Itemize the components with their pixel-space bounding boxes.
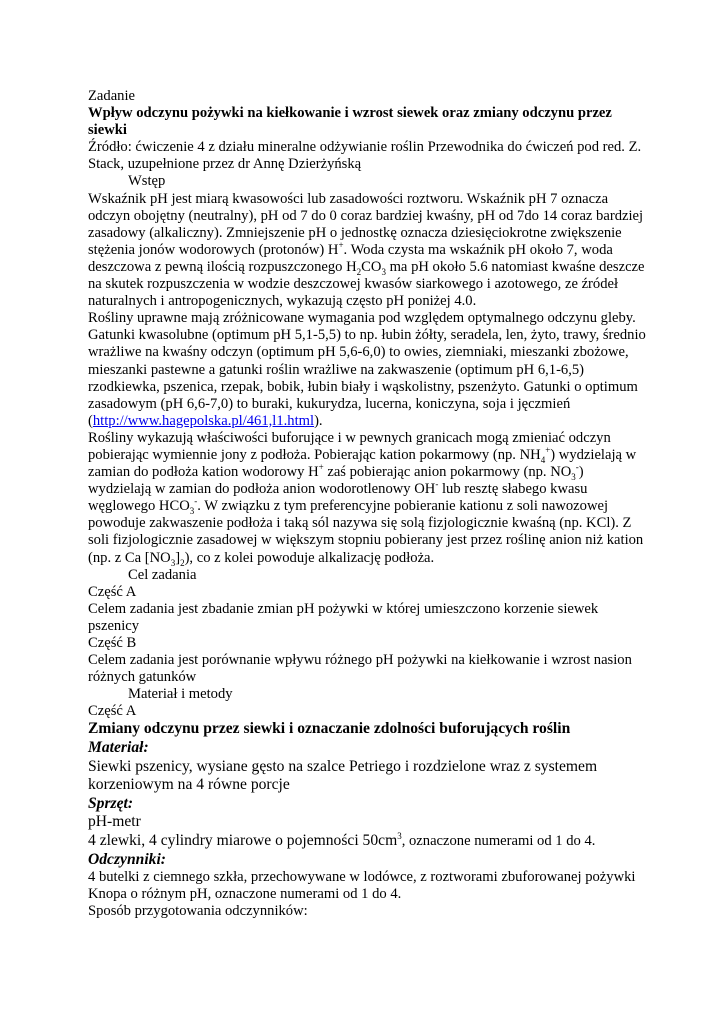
intro-heading: Wstęp	[128, 173, 166, 190]
intro-paragraph-buffering: Rośliny wykazują właściwości buforujące i w pewnych granicach mogą zmieniać odczyn pobierając wymiennie jony z podłoża. Pobierając kation pokarmowy (np. $NH_4^+$) wydzielają w zamian do podłoża kation wodorowy H+ zaś pobierając anion pokarmowy (np. $NO_3^-$) wydzielają w zamian do podłoża anion wodorotlenowy OH- lub resztę słabego kwasu węglowego $HCO_3^-$. W związku z tym preferencyjne pobieranie kationu z soli nawozowej powoduje zakwaszenie podłoża i taką sól nazywa się solą fizjologicznie kwaśną (np. KCl). Z soli fizjologicznie zasadowej w większym stopniu pobierany jest przez roślinę anion niż kation (np. z Ca $[NO_3]_2$), co z kolei powoduje alkalizację podłoża.	[88, 429, 644, 568]
reference-link[interactable]: http://www.hagepolska.pl/461,l1.html	[92, 412, 315, 429]
methods-heading: Materiał i metody	[128, 686, 233, 703]
material-text: Siewki pszenicy, wysiane gęsto na szalce Petriego i rozdzielone wraz z systemem korzeniowym na 4 równe porcje	[88, 757, 598, 794]
intro-paragraph-ph: Wskaźnik pH jest miarą kwasowości lub zasadowości roztworu. Wskaźnik pH 7 oznacza odczyn obojętny (neutralny), pH od 7 do 0 coraz bardziej kwaśny, pH od 7do 14 coraz bardziej zasadowy (alkaliczny). Zmniejszenie pH o jednostkę oznacza dziesięciokrotne zwiększenie stężenia jonów wodorowych (protonów) H+. Woda czysta ma wskaźnik pH około 7, woda deszczowa z pewną ilością rozpuszczonego $H_2CO_3$ ma pH około 5.6 natomiast kwaśne deszcze na skutek rozpuszczenia w wodzie deszczowej kwasów siarkowego i azotowego, ze źródeł naturalnych i antropogenicznych, wykazują często pH poniżej 4.0.	[88, 190, 645, 310]
goal-heading: Cel zadania	[128, 566, 197, 583]
material-label: Materiał:	[88, 739, 149, 757]
document-body	[88, 88, 648, 921]
goal-part-a-label: Część A	[88, 583, 137, 600]
equipment-label: Sprzęt:	[88, 794, 134, 812]
methods-part-a-label: Część A	[88, 703, 137, 720]
reagents-label: Odczynniki:	[88, 850, 166, 868]
equipment-line-2: 4 zlewki, 4 cylindry miarowe o pojemności $50cm^3$, oznaczone numerami od 1 do 4.	[88, 831, 596, 850]
intro-paragraph-crops: Rośliny uprawne mają zróżnicowane wymagania pod względem optymalnego odczynu gleby. Gatunki kwasolubne (optimum pH 5,1-5,5) to np. łubin żółty, seradela, len, żyto, trawy, średnio wrażliwe na kwaśny odczyn (optimum pH 5,6-6,0) to owies, ziemniaki, mieszanki zbożowe, mieszanki pastewne a gatunki roślin wrażliwe na zakwaszenie (optimum pH 6,1-6,5) rzodkiewka, pszenica, rzepak, bobik, łubin biały i wąskolistny, pszenżyto. Gatunki o optimum zasadowym (pH 6,6-7,0) to buraki, kukurydza, lucerna, koniczyna, soja i jęczmień (http://www.hagepolska.pl/461,l1.html).	[88, 310, 646, 429]
goal-part-a-text: Celem zadania jest zbadanie zmian pH pożywki w której umieszczono korzenie siewek pszenicy	[88, 600, 599, 634]
goal-part-b-text: Celem zadania jest porównanie wpływu różnego pH pożywki na kiełkowanie i wzrost nasion różnych gatunków	[88, 652, 632, 686]
equipment-line-1: pH-metr	[88, 813, 141, 831]
reagents-text: 4 butelki z ciemnego szkła, przechowywane w lodówce, z roztworami zbuforowanej pożywki Knopa o różnym pH, oznaczone numerami od 1 do 4.	[88, 869, 636, 903]
source-note: Źródło: ćwiczenie 4 z działu mineralne odżywianie roślin Przewodnika do ćwiczeń pod red. Z. Stack, uzupełnione przez dr Annę Dzierżyńską	[88, 139, 642, 173]
document-title: Wpływ odczynu pożywki na kiełkowanie i wzrost siewek oraz zmiany odczynu przez siewki	[88, 105, 612, 139]
preparation-text: Sposób przygotowania odczynników:	[88, 903, 308, 920]
methods-part-a-title: Zmiany odczynu przez siewki i oznaczanie zdolności buforujących roślin	[88, 720, 571, 738]
section-heading-zadanie: Zadanie	[88, 88, 135, 104]
goal-part-b-label: Część B	[88, 635, 137, 651]
